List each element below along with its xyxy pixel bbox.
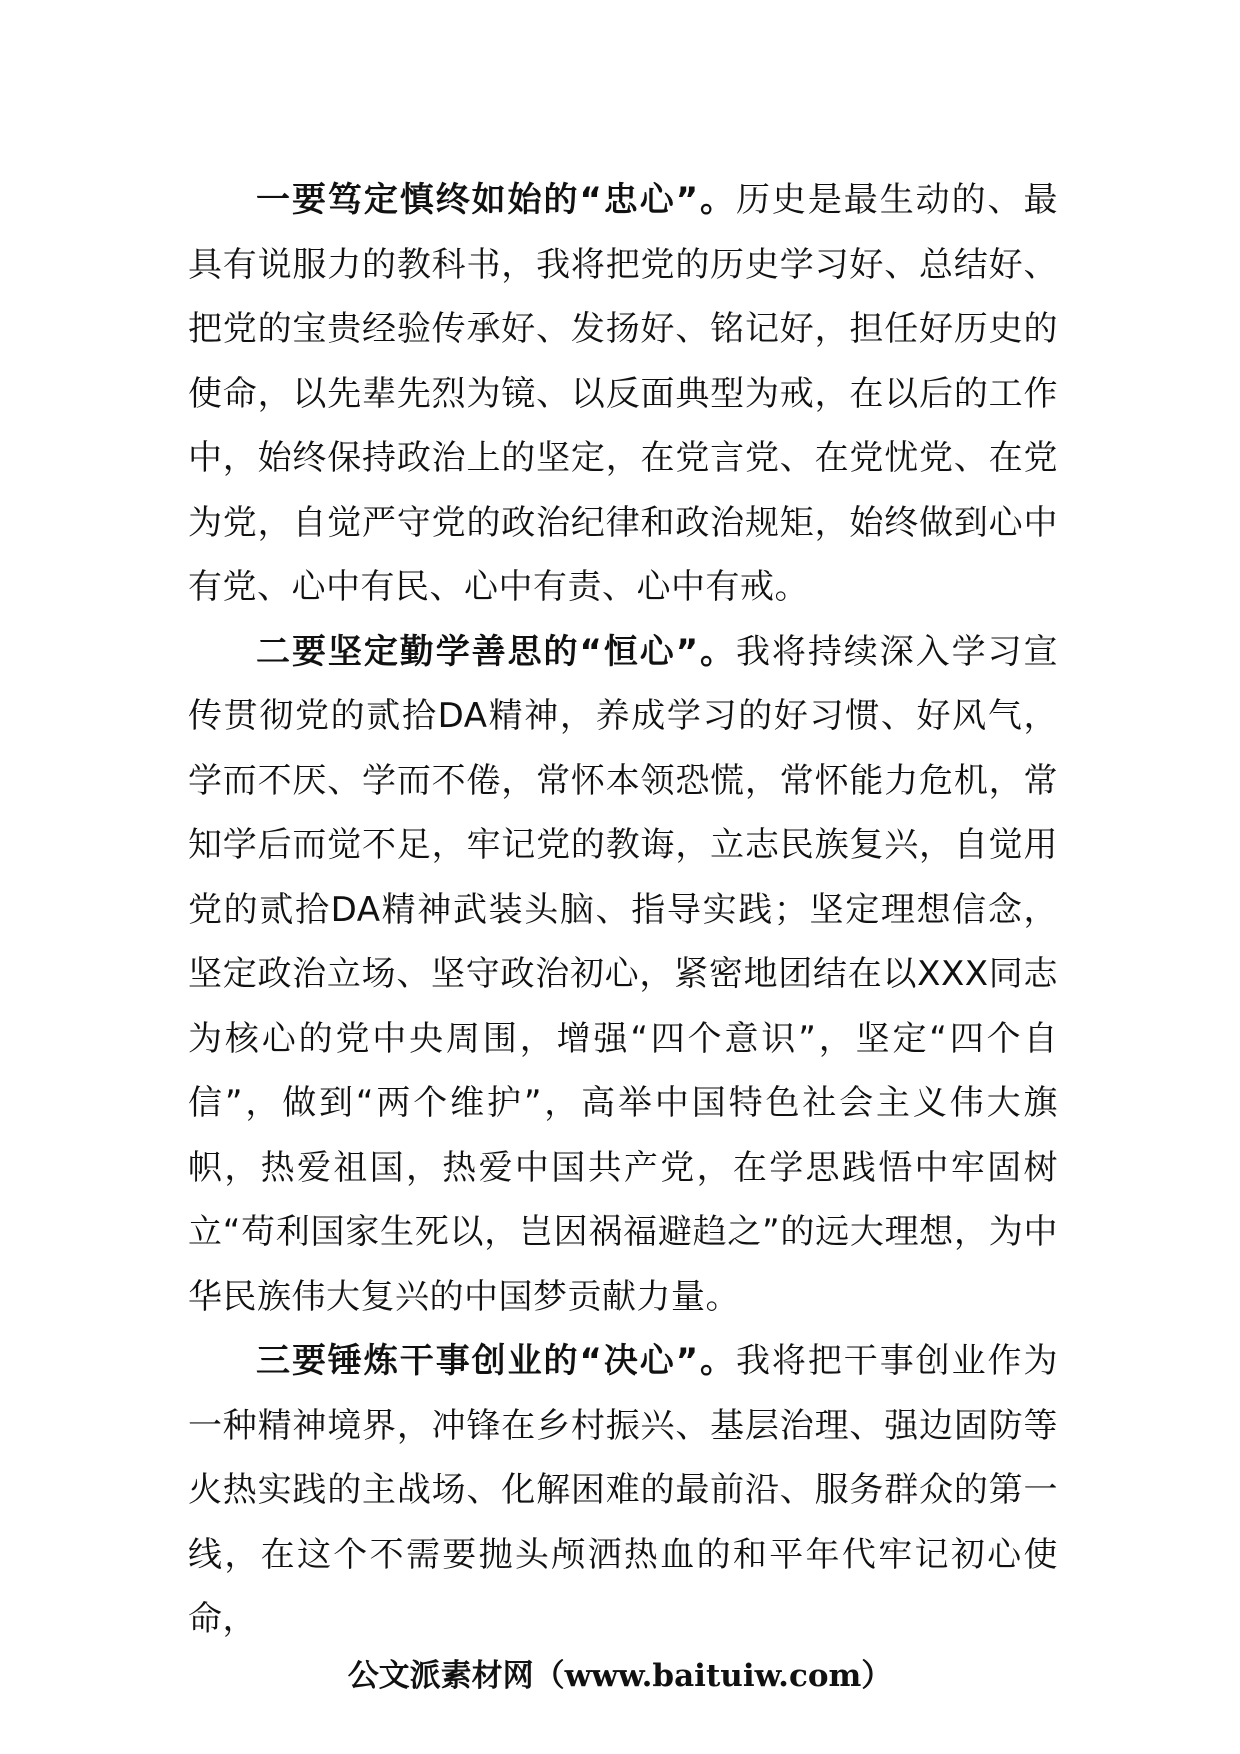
paragraph-2 (188, 620, 1058, 1330)
paragraph-3-lead: 三要锤炼干事创业的“决心”。 (256, 1341, 736, 1381)
paragraph-1-lead: 一要笃定慎终如始的“忠心”。 (256, 180, 736, 220)
document-body (188, 168, 1058, 1652)
paragraph-2-lead: 二要坚定勤学善思的“恒心”。 (256, 631, 736, 672)
paragraph-2-body: 我将持续深入学习宣传贯彻党的贰拾DA精神，养成学习的好习惯、好风气，学而不厌、学而不倦，常怀本领恐慌，常怀能力危机，常知学后而觉不足，牢记党的教诲，立志民族复兴，自觉用党的贰拾DA精神武装头脑、指导实践；坚定理想信念，坚定政治立场、坚守政治初心，紧密地团结在以XXX同志为核心的党中央周围，增强“四个意识”，坚定“四个自信”，做到“两个维护”，高举中国特色社会主义伟大旗帜，热爱祖国，热爱中国共产党，在学思践悟中牢固树立“苟利国家生死以，岂因祸福避趋之”的远大理想，为中华民族伟大复兴的中国梦贡献力量。 (188, 631, 1058, 1317)
paragraph-1 (188, 168, 1058, 620)
paragraph-3 (188, 1329, 1058, 1652)
paragraph-3-body: 我将把干事创业作为一种精神境界，冲锋在乡村振兴、基层治理、强边固防等火热实践的主战场、化解困难的最前沿、服务群众的第一线，在这个不需要抛头颅洒热血的和平年代牢记初心使命， (188, 1341, 1058, 1639)
paragraph-1-body: 历史是最生动的、最具有说服力的教科书，我将把党的历史学习好、总结好、把党的宝贵经验传承好、发扬好、铭记好，担任好历史的使命，以先辈先烈为镜、以反面典型为戒，在以后的工作中，始终保持政治上的坚定，在党言党、在党忧党、在党为党，自觉严守党的政治纪律和政治规矩，始终做到心中有党、心中有民、心中有责、心中有戒。 (188, 180, 1058, 607)
page-footer-source: 公文派素材网（www.baituiw.com） (347, 1658, 893, 1694)
